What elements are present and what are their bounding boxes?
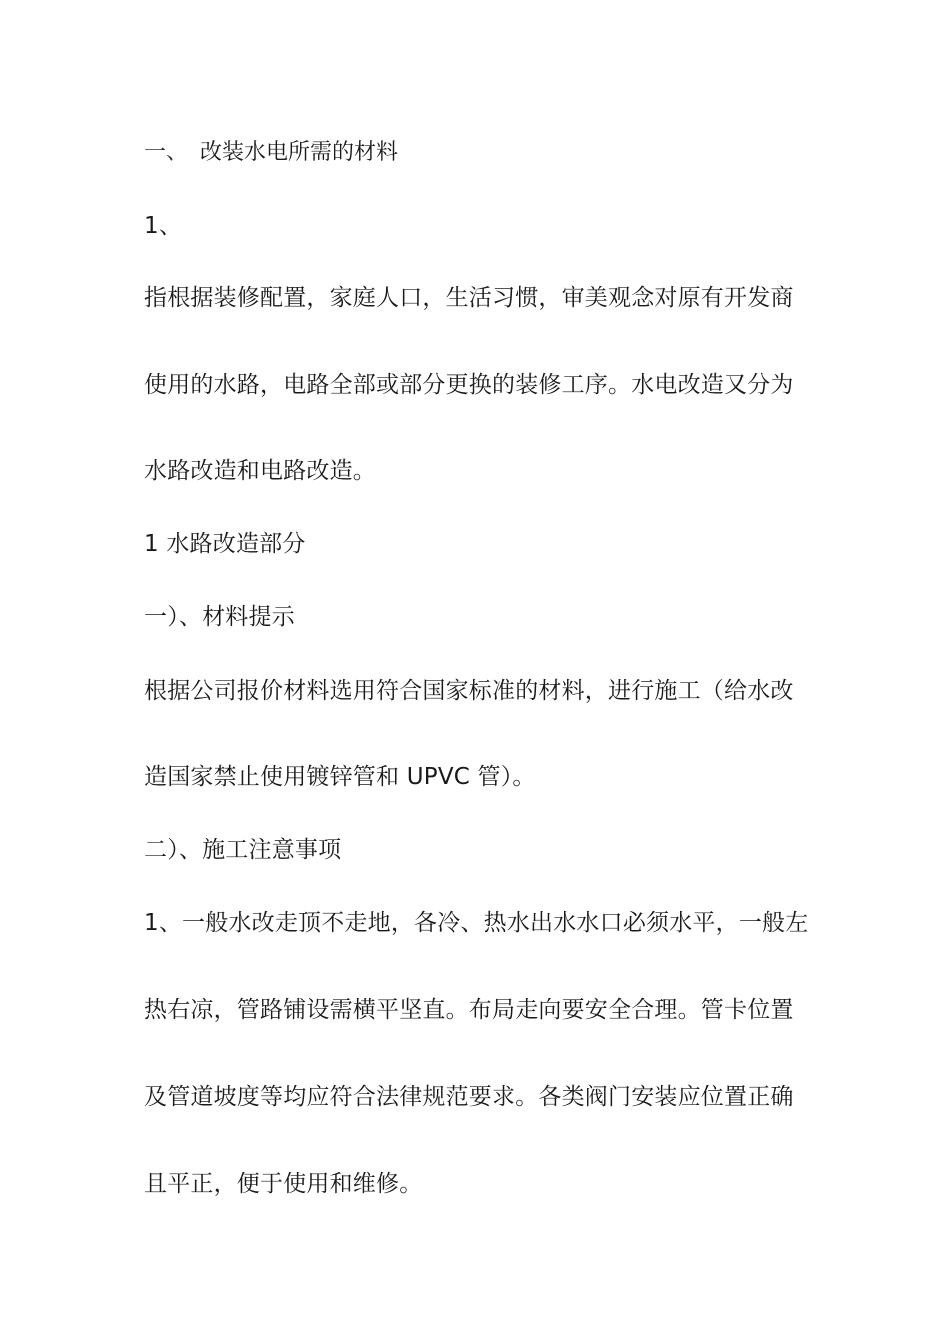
subsection-heading: 二）、施工注意事项 — [144, 837, 342, 863]
paragraph-line: 根据公司报价材料选用符合国家标准的材料，进行施工（给水改 — [144, 678, 794, 704]
paragraph-line: 热右凉，管路铺设需横平坚直。布局走向要安全合理。管卡位置 — [144, 997, 794, 1023]
subsection-heading: 1 水路改造部分 — [144, 531, 306, 557]
section-title: 改装水电所需的材料 — [200, 140, 399, 165]
paragraph-line: 造国家禁止使用镀锌管和 UPVC 管）。 — [144, 764, 536, 790]
subsection-heading: 一）、材料提示 — [144, 604, 295, 630]
paragraph-line: 及管道坡度等均应符合法律规范要求。各类阀门安装应位置正确 — [144, 1084, 794, 1110]
paragraph-line: 1、 — [144, 213, 183, 239]
paragraph-line: 指根据装修配置，家庭人口，生活习惯，审美观念对原有开发商 — [144, 285, 794, 311]
paragraph-line: 1、一般水改走顶不走地，各冷、热水出水水口必须水平，一般左 — [144, 910, 809, 936]
paragraph-line: 使用的水路，电路全部或部分更换的装修工序。水电改造又分为 — [144, 372, 794, 398]
section-number: 一、 — [144, 140, 189, 165]
paragraph-line: 水路改造和电路改造。 — [144, 458, 376, 484]
paragraph-line: 且平正，便于使用和维修。 — [144, 1171, 423, 1197]
